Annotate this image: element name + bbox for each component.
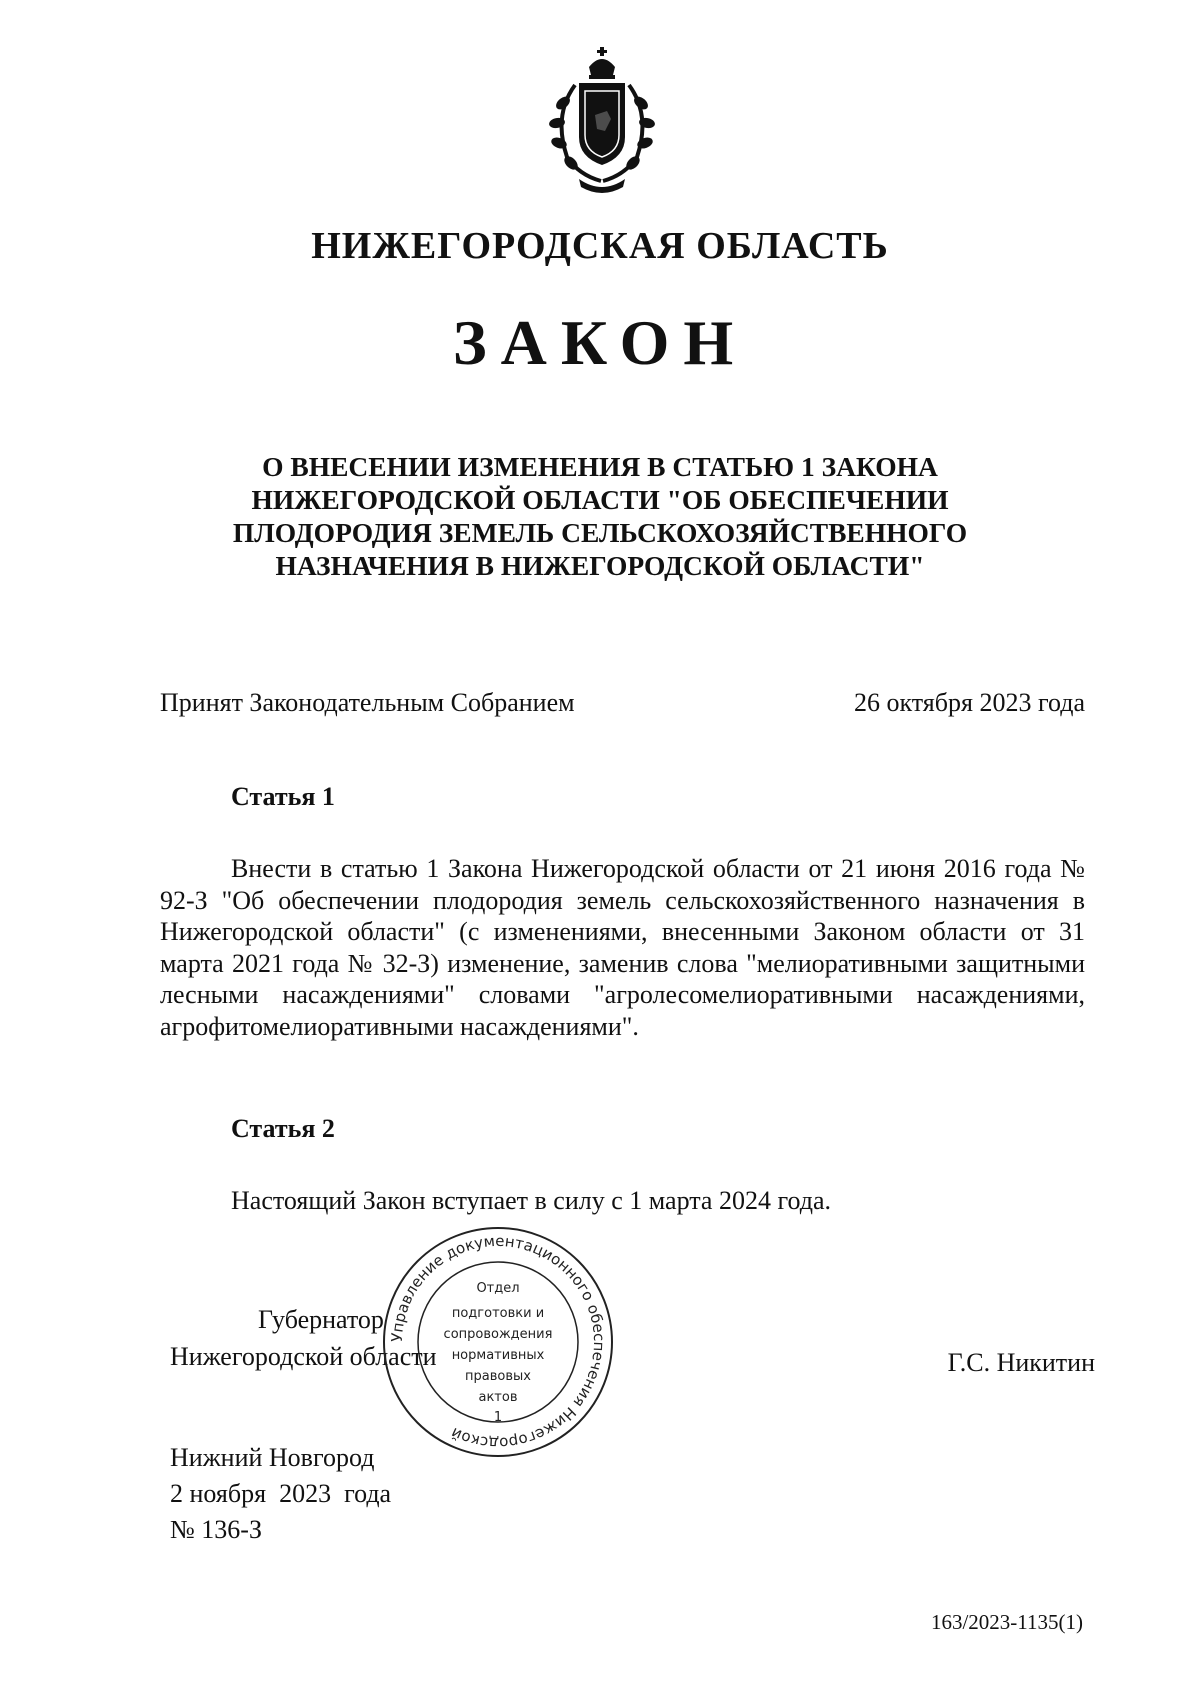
law-title-line: ПЛОДОРОДИЯ ЗЕМЕЛЬ СЕЛЬСКОХОЗЯЙСТВЕННОГО [232, 517, 968, 548]
article-2-heading: Статья 2 [231, 1114, 335, 1143]
signatory-name: Г.С. Никитин [947, 1348, 1095, 1377]
signatory-position-line-2: Нижегородской области [170, 1342, 437, 1371]
article-2-text: Настоящий Закон вступает в силу с 1 марта 2024 года. [231, 1186, 831, 1215]
stamp-line: нормативных [451, 1348, 545, 1363]
stamp-line: сопровождения [443, 1327, 553, 1342]
article-1-text: Внести в статью 1 Закона Нижегородской области от 21 июня 2016 года № 92-З "Об обеспечении плодородия земель сельскохозяйственного назначения в Нижегородской области" (с изменениями, внесенными Законом области от 31 марта 2021 года № 32-З) изменение, заменив слова "мелиоративными защитными лесными насаждениями" словами "агролесомелиоративными насаждениями, агрофитомелиоративными насаждениями". [160, 854, 1085, 1041]
signatory-position-line-1: Губернатор [258, 1305, 384, 1334]
signing-date: 2 ноября 2023 года [170, 1479, 392, 1508]
region-name: НИЖЕГОРОДСКАЯ ОБЛАСТЬ [311, 225, 889, 267]
registration-number: 163/2023-1135(1) [930, 1610, 1083, 1634]
adoption-date: 26 октября 2023 года [854, 688, 1085, 717]
law-title-line: О ВНЕСЕНИИ ИЗМЕНЕНИЯ В СТАТЬЮ 1 ЗАКОНА [262, 451, 938, 482]
signing-city: Нижний Новгород [170, 1443, 375, 1472]
official-stamp [378, 1222, 618, 1462]
document-type: ЗАКОН [452, 307, 748, 378]
stamp-ring-text: Управление документационного обеспечения Нижегородской [387, 1231, 609, 1453]
stamp-line: актов [478, 1390, 518, 1405]
article-1-heading: Статья 1 [231, 782, 335, 811]
coat-of-arms-icon [539, 45, 665, 195]
stamp-line: Отдел [476, 1281, 520, 1296]
law-title-line: НАЗНАЧЕНИЯ В НИЖЕГОРОДСКОЙ ОБЛАСТИ" [275, 550, 925, 581]
law-title-line: НИЖЕГОРОДСКОЙ ОБЛАСТИ "ОБ ОБЕСПЕЧЕНИИ [251, 484, 949, 515]
law-title [150, 450, 1050, 582]
stamp-line: подготовки и [451, 1306, 545, 1321]
adopted-by: Принят Законодательным Собранием [160, 688, 575, 717]
law-number: № 136-З [170, 1515, 262, 1544]
stamp-line: правовых [465, 1369, 531, 1384]
stamp-line: 1 [493, 1410, 503, 1425]
